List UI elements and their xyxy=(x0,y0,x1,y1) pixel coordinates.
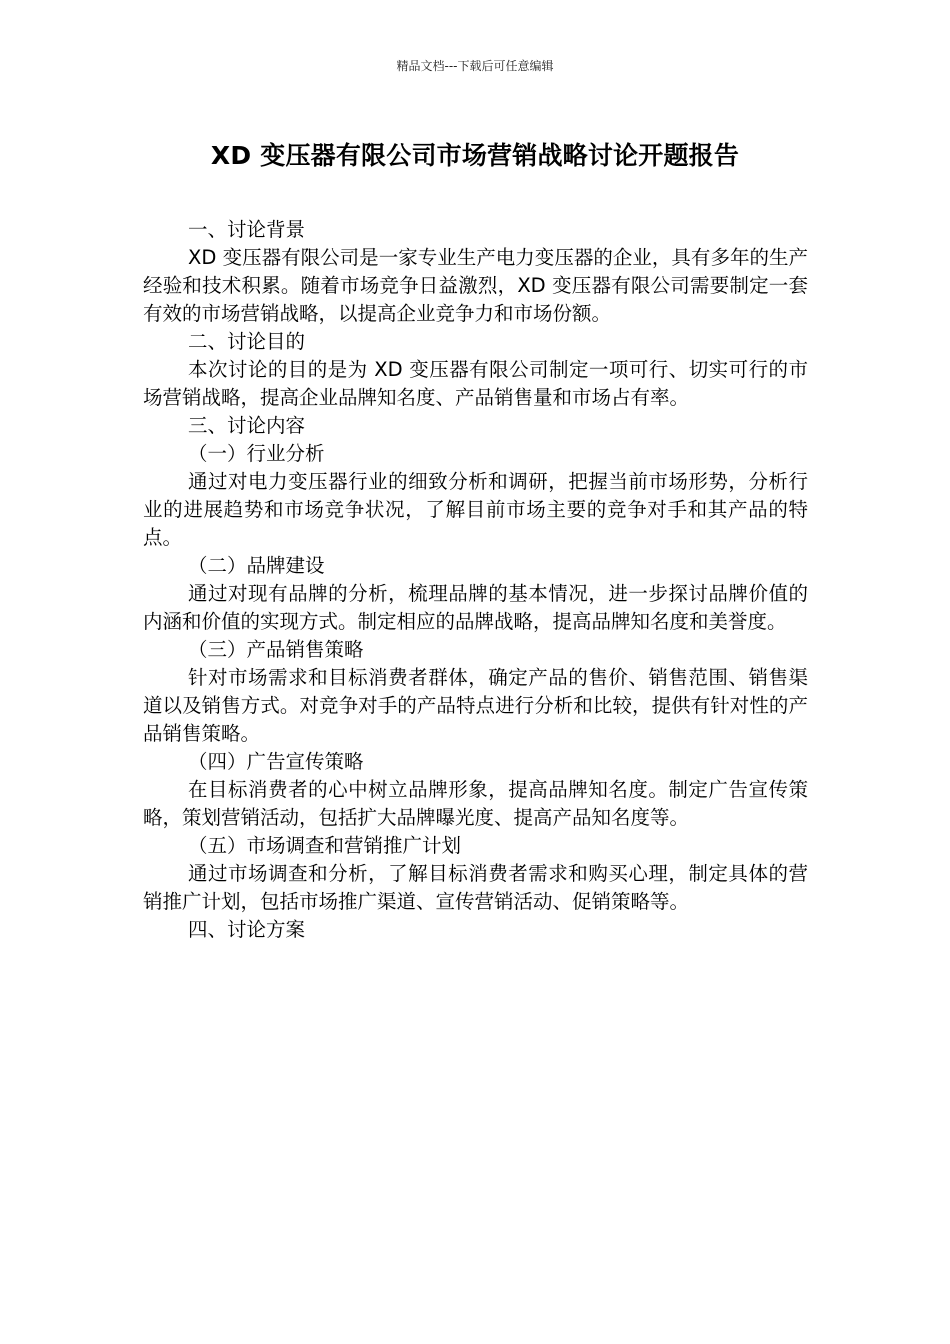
subsection-paragraph-advertising-strategy: 在目标消费者的心中树立品牌形象，提高品牌知名度。制定广告宣传策略，策划营销活动，包括扩大品牌曝光度、提高产品知名度等。 xyxy=(143,778,808,829)
subsection-heading-industry-analysis: （一）行业分析 xyxy=(188,442,325,465)
subsection-heading-brand-building: （二）品牌建设 xyxy=(188,554,325,577)
section-heading-plan: 四、讨论方案 xyxy=(188,918,306,941)
section-heading-purpose: 二、讨论目的 xyxy=(188,330,306,353)
subsection-paragraph-industry-analysis: 通过对电力变压器行业的细致分析和调研，把握当前市场形势，分析行业的进展趋势和市场竞争状况，了解目前市场主要的竞争对手和其产品的特点。 xyxy=(143,470,808,549)
section-paragraph-background: XD 变压器有限公司是一家专业生产电力变压器的企业，具有多年的生产经验和技术积累。随着市场竞争日益激烈，XD 变压器有限公司需要制定一套有效的市场营销战略，以提高企业竞争力和市场份额。 xyxy=(143,246,808,325)
subsection-heading-market-research: （五）市场调查和营销推广计划 xyxy=(188,834,462,857)
section-heading-content: 三、讨论内容 xyxy=(188,414,306,437)
subsection-paragraph-brand-building: 通过对现有品牌的分析，梳理品牌的基本情况，进一步探讨品牌价值的内涵和价值的实现方式。制定相应的品牌战略，提高品牌知名度和美誉度。 xyxy=(143,582,808,633)
subsection-heading-sales-strategy: （三）产品销售策略 xyxy=(188,638,364,661)
document-body xyxy=(143,216,808,944)
subsection-paragraph-market-research: 通过市场调查和分析，了解目标消费者需求和购买心理，制定具体的营销推广计划，包括市场推广渠道、宣传营销活动、促销策略等。 xyxy=(143,862,808,913)
section-paragraph-purpose: 本次讨论的目的是为 XD 变压器有限公司制定一项可行、切实可行的市场营销战略，提高企业品牌知名度、产品销售量和市场占有率。 xyxy=(143,358,808,409)
subsection-paragraph-sales-strategy: 针对市场需求和目标消费者群体，确定产品的售价、销售范围、销售渠道以及销售方式。对竞争对手的产品特点进行分析和比较，提供有针对性的产品销售策略。 xyxy=(143,666,808,745)
section-heading-background: 一、讨论背景 xyxy=(188,218,306,241)
subsection-heading-advertising-strategy: （四）广告宣传策略 xyxy=(188,750,364,773)
document-title: XD 变压器有限公司市场营销战略讨论开题报告 xyxy=(210,141,740,170)
header-note: 精品文档---下载后可任意编辑 xyxy=(396,59,554,73)
